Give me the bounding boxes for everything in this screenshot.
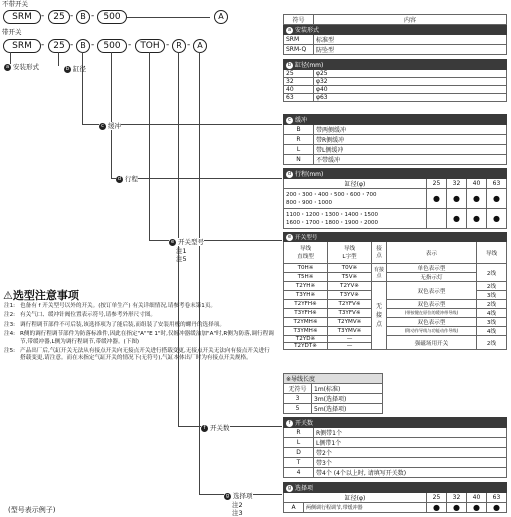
table-cell: 25 [426,493,446,503]
table-cell: 导线 直线型 [284,242,328,264]
separator: - [128,40,132,50]
warning-icon: ⚠ [3,289,13,302]
data-table [283,14,507,55]
table-cell: 4 [284,468,314,478]
separator: - [187,40,191,50]
table-row [284,309,507,318]
table-cell: T2YH※ [284,282,328,291]
tree-line [111,52,112,178]
tree-label-mount: a 安装形式 [5,63,39,71]
table-cell: 4线 [476,327,506,336]
table-cell: 不带缓冲 [314,155,507,165]
table-row [284,125,507,135]
note-item: 注1: 也备有 f 开关型号以外的开关。(按订单生产) 有关详细情况,请参考卷末第1页。 [4,303,217,309]
tree-label-count: f 开关数 [201,424,230,432]
note-item: 注5: 产品出厂后,气缸开关无法从有接点开关向无接点开关进行搭载变更,无接点开关无法向有接点开关进行搭载变更,请注意。而在未指定气缸开关的情况下(无符号),气缸本体出厂时为有接点开关规格。 [4,348,270,362]
table-row [284,483,507,493]
note-ref: 注2 [232,501,243,509]
table-cell: 32 [284,78,314,86]
table-cell: T0H※ [284,264,328,273]
table-cell: 导线 L字型 [328,242,372,264]
table-row [284,169,507,179]
section-title-cushion: c 缓冲 [284,115,507,125]
table-cell: 强磁场用开关 [387,336,477,350]
table-cell: 40 [466,493,486,503]
section-title-bore: b 缸径(mm) [284,60,507,70]
tree-label-option: g 选择项 [225,492,253,500]
table-row [284,189,507,209]
table-cell: ● [426,189,446,209]
series-code: SRM [3,39,41,53]
table-row [284,15,507,25]
table-cell: 3m(选择项) [312,394,383,404]
table-row [284,327,507,336]
table-row [284,374,383,384]
tree-label-stroke: d 行程 [117,175,138,183]
no-switch-label: 不带开关 [2,0,28,8]
table-cell: ● [466,503,486,513]
table-cell: 防坠型 [314,45,507,55]
table-cell: 两侧调行程调节,带缓冲器 [304,503,427,513]
table-cell: ● [486,503,506,513]
table-row [284,503,507,513]
table-cell: φ25 [314,70,507,78]
table-row [284,86,507,94]
connector-line [127,17,210,18]
badge-e-icon: e [287,234,292,240]
table-cell: 40 [466,179,486,189]
table-cell: R [284,428,314,438]
badge-b-icon: b [65,65,70,72]
table-cell: 200・300・400・500・600・700 800・900・1000 [284,189,427,209]
header-content: 内容 [314,15,507,25]
mount-section [283,14,507,55]
table-cell: 单色表示型 [387,264,477,273]
table-cell: 3线 [476,318,506,327]
table-cell: L侧带1个 [314,438,507,448]
table-cell: 双色表示型 [387,282,477,300]
table-cell: N [284,155,314,165]
table-cell: 63 [486,179,506,189]
switch-code: TOH [135,39,165,53]
table-cell: 带R侧缓冲 [314,135,507,145]
badge-c-icon: c [99,123,106,130]
table-cell: 表示 [387,242,477,264]
table-cell: T3YV※ [328,291,372,300]
table-row [284,179,507,189]
table-row [284,448,507,458]
table-cell: 32 [446,179,466,189]
table-cell: ● [466,189,486,209]
data-table [283,417,507,478]
table-row [284,25,507,35]
table-row [284,242,507,264]
table-cell: (带按键在原位的缓冲带导线) [387,309,477,318]
table-cell: 标准型 [314,35,507,45]
table-cell: T2YDT※ [284,343,328,350]
table-cell: L [284,438,314,448]
section-title-stroke: d 行程(mm) [284,169,507,179]
table-row [284,458,507,468]
example-label: (型号表示例子) [8,506,56,514]
data-table [283,59,507,102]
table-cell: B [284,125,314,135]
table-cell: φ63 [314,94,507,102]
table-row [284,233,507,242]
table-cell: 带两侧缓冲 [314,125,507,135]
note-ref: 注3 [232,509,243,517]
table-cell: φ32 [314,78,507,86]
stroke-code: 500 [97,39,127,53]
separator: - [91,40,95,50]
table-row [284,45,507,55]
tree-label-switch: e 开关型号 [170,238,204,246]
table-row [284,60,507,70]
bore-code: 25 [48,39,70,53]
table-cell: 带3个 [314,458,507,468]
cushion-code: B [76,39,90,53]
series-code: SRM [3,10,41,24]
table-cell: 3 [284,394,312,404]
table-row [284,35,507,45]
table-cell: T2YFH※ [284,300,328,309]
table-cell: 带L侧缓冲 [314,145,507,155]
stroke-section [283,168,507,229]
table-cell: T0V※ [328,264,372,273]
section-title-option: g 选择项 [284,483,507,493]
table-cell: SRM [284,35,314,45]
table-cell: 4线 [476,309,506,318]
tree-label-cushion: c 缓冲 [99,122,121,130]
table-row [284,135,507,145]
table-cell: 缸径(φ) [284,179,427,189]
table-cell: 2线 [476,264,506,282]
option-code: A [193,39,207,53]
table-cell: 32 [446,493,466,503]
section-title-switch: e 开关型号 [284,233,507,242]
table-cell: 双色表示型 [387,300,477,309]
table-cell: 25 [284,70,314,78]
table-cell: T5V※ [328,273,372,282]
badge-c-icon: c [286,117,293,124]
tree-line [199,52,200,494]
table-cell: 1100・1200・1300・1400・1500 1600・1700・1800・1900・2000 [284,209,427,229]
table-cell: R [284,135,314,145]
table-row [284,428,507,438]
table-cell: 63 [284,94,314,102]
caution-notes [4,303,274,365]
table-row [284,273,507,282]
table-row [284,115,507,125]
table-cell: 25 [426,179,446,189]
badge-g-icon: g [225,492,230,499]
table-cell: 无接点 [372,282,387,350]
cushion-section [283,114,507,165]
separator: - [70,11,74,21]
data-table [283,232,507,350]
separator: - [166,40,170,50]
table-cell: 无指示灯 [387,273,477,282]
table-cell: — [328,336,372,343]
badge-a-icon: a [287,27,292,33]
table-cell: φ40 [314,86,507,94]
data-table [283,114,507,165]
badge-f-icon: f [286,420,293,427]
table-cell: T2YFV※ [328,300,372,309]
table-cell: 3线 [476,291,506,300]
table-row [284,282,507,291]
table-cell: T3YFV※ [328,309,372,318]
table-cell: SRM-Q [284,45,314,55]
table-cell: 1m(标准) [312,384,383,394]
option-code: A [214,10,228,24]
table-row [284,418,507,428]
tree-line [149,52,150,240]
table-cell: T3YMH※ [284,327,328,336]
note-ref: 注5 [176,255,187,263]
table-row [284,300,507,309]
table-cell: 无符号 [284,384,312,394]
table-row [284,468,507,478]
count-section [283,417,507,478]
table-cell: ● [446,503,466,513]
header-symbol: 符号 [284,15,314,25]
table-cell: ● [446,209,466,229]
table-cell: L [284,145,314,155]
table-cell: 有接点 [372,264,387,282]
bore-code: 25 [48,10,70,24]
table-cell: T3YFH※ [284,309,328,318]
table-cell: 导线 [476,242,506,264]
table-cell: 40 [284,86,314,94]
table-row [284,94,507,102]
table-cell: ● [446,189,466,209]
table-cell: T2YV※ [328,282,372,291]
data-table [283,373,383,414]
table-cell: 双色表示型 [387,318,477,327]
table-row [284,70,507,78]
note-item: 注3: 调行程调节部件不可后装,该选择项为了能后装,而组装了安装用板的螺丹的选择项。 [4,321,225,328]
table-cell: 带4个 (4个以上时, 请填写开关数) [314,468,507,478]
table-cell: 2线 [476,336,506,350]
badge-d-icon: d [287,171,292,177]
section-title-mount: a 安装形式 [284,25,507,35]
table-cell: ● [466,209,486,229]
table-row [284,394,383,404]
table-cell: T [284,458,314,468]
badge-g-icon: g [287,485,292,491]
table-row [284,209,507,229]
table-row [284,384,383,394]
bore-section [283,59,507,102]
table-cell: 2线 [476,282,506,291]
table-cell: 带2个 [314,448,507,458]
table-row [284,493,507,503]
table-row [284,145,507,155]
table-row [284,155,507,165]
cushion-code: B [76,10,90,24]
separator: - [41,40,45,50]
badge-d-icon: d [117,175,122,182]
badge-f-icon: f [201,425,208,432]
table-cell: 缸径(φ) [284,493,427,503]
note-item: 注2: 有关气口、缓冲针阀位置表示符号,请参考外形尺寸图。 [4,312,157,319]
data-table [283,482,507,513]
table-cell [426,209,446,229]
table-cell: T2YD※ [284,336,328,343]
table-cell: (附动作导线与功能动作导线) [387,327,477,336]
table-cell: T2YMH※ [284,318,328,327]
table-cell: 5 [284,404,312,414]
table-row [284,318,507,327]
table-cell: ● [426,503,446,513]
table-row [284,404,383,414]
table-row [284,438,507,448]
table-cell: T3YH※ [284,291,328,300]
badge-e-icon: e [170,238,175,245]
tree-line [58,52,59,66]
table-cell: ● [486,189,506,209]
with-switch-label: 带开关 [2,28,22,36]
section-title-count: f 开关数 [284,418,507,428]
table-cell: T2YMV※ [328,318,372,327]
tree-label-bore: b 缸径 [65,65,86,73]
stroke-code: 500 [97,10,127,24]
switch-count-code: R [172,39,186,53]
table-row [284,78,507,86]
switch-section [283,232,507,350]
note-ref: 注1 [176,247,187,255]
option-section [283,482,507,513]
data-table [283,168,507,229]
note-item: 注4: R侧的调行程调节部件为防落标准件,因此在指定"A""E 1"时,仅缠冲器缓油加"A"时,R侧为防落,调行程调节,带缓冲器,L侧为调行程调节,带缓冲器。(下图) [4,331,274,345]
table-cell: T3YMV※ [328,327,372,336]
table-cell: A [284,503,304,513]
table-cell: 2线 [476,300,506,309]
table-cell: 接点 [372,242,387,264]
table-cell: R侧带1个 [314,428,507,438]
separator: - [91,11,95,21]
table-cell: 5m(选择项) [312,404,383,414]
badge-b-icon: b [287,62,292,68]
table-cell: T5H※ [284,273,328,282]
separator: - [70,40,74,50]
table-row [284,264,507,273]
separator: - [41,11,45,21]
table-cell: 63 [486,493,506,503]
wire-length-title: ※导线长度 [284,374,383,384]
wire-length-section [283,373,383,414]
caution-heading: ⚠选型注意事项 [3,289,79,302]
table-cell: D [284,448,314,458]
table-cell: ● [486,209,506,229]
table-row [284,336,507,343]
connector-line [178,426,282,427]
badge-a-icon: a [5,63,10,70]
table-cell: — [328,343,372,350]
tree-line [82,52,83,124]
